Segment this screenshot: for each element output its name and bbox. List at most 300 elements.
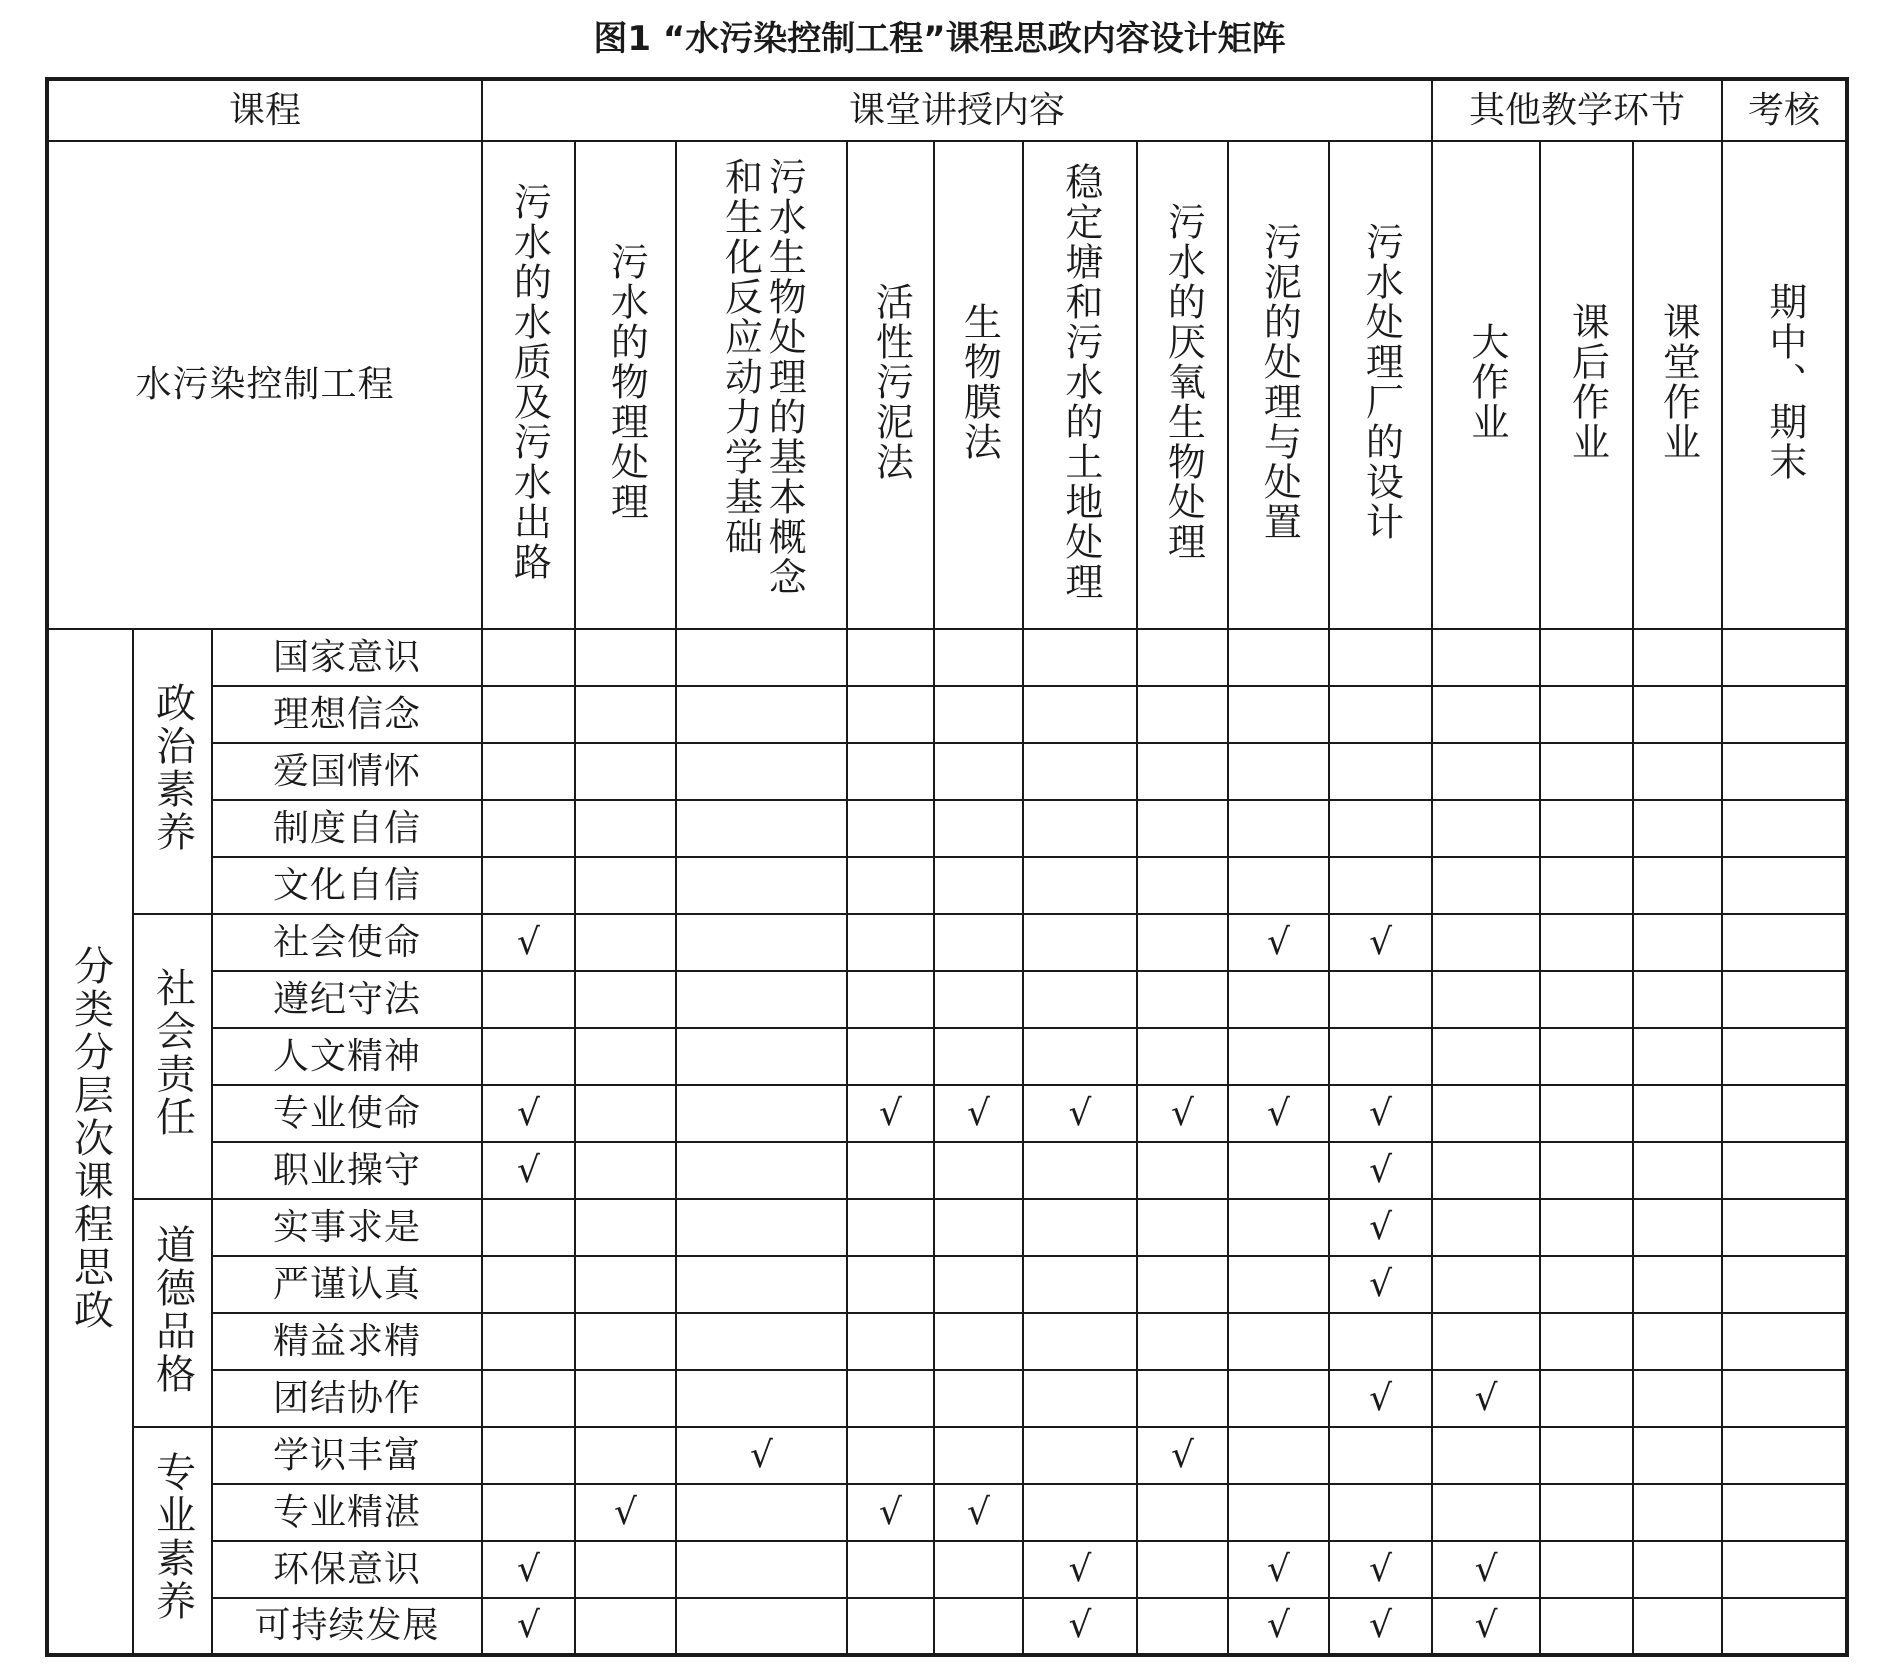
empty-cell [1329, 857, 1432, 914]
empty-cell [847, 1256, 934, 1313]
empty-cell [482, 743, 575, 800]
group-header [133, 629, 212, 914]
empty-cell [1540, 1541, 1633, 1598]
empty-cell [1633, 1313, 1722, 1370]
empty-cell [1228, 1484, 1329, 1541]
empty-cell [1540, 1370, 1633, 1427]
column-header [482, 141, 575, 629]
empty-cell [1540, 914, 1633, 971]
column-header-label: 稳定塘和污水的土地处理 [1058, 161, 1103, 602]
empty-cell [1432, 1028, 1540, 1085]
check-mark-cell: √ [1432, 1541, 1540, 1598]
empty-cell [1329, 629, 1432, 686]
empty-cell [1023, 971, 1137, 1028]
table-row [47, 686, 1847, 743]
empty-cell [1137, 1256, 1228, 1313]
table-row [47, 857, 1847, 914]
empty-cell [1722, 1541, 1847, 1598]
empty-cell [1432, 1085, 1540, 1142]
empty-cell [934, 1427, 1023, 1484]
check-mark-cell: √ [1329, 1598, 1432, 1655]
empty-cell [1722, 800, 1847, 857]
empty-cell [1228, 1370, 1329, 1427]
empty-cell [1540, 1028, 1633, 1085]
empty-cell [934, 914, 1023, 971]
check-mark-cell: √ [482, 1085, 575, 1142]
check-mark-cell: √ [1228, 1598, 1329, 1655]
empty-cell [575, 1370, 676, 1427]
empty-cell [1722, 1313, 1847, 1370]
empty-cell [1540, 1484, 1633, 1541]
column-header-label: 活性污泥法 [869, 281, 914, 482]
table-row [47, 1541, 1847, 1598]
empty-cell [847, 1199, 934, 1256]
empty-cell [676, 857, 847, 914]
empty-cell [1023, 1484, 1137, 1541]
empty-cell [934, 1541, 1023, 1598]
check-mark-cell: √ [482, 1541, 575, 1598]
empty-cell [1540, 1598, 1633, 1655]
empty-cell [1540, 743, 1633, 800]
empty-cell [1329, 800, 1432, 857]
empty-cell [1633, 857, 1722, 914]
empty-cell [575, 1598, 676, 1655]
empty-cell [1023, 1313, 1137, 1370]
empty-cell [1633, 1085, 1722, 1142]
empty-cell [676, 1085, 847, 1142]
column-header [847, 141, 934, 629]
column-header-label: 污水的物理处理 [604, 241, 649, 522]
empty-cell [1722, 1142, 1847, 1199]
table-row [47, 1085, 1847, 1142]
empty-cell [1023, 1427, 1137, 1484]
empty-cell [1023, 1370, 1137, 1427]
row-label: 文化自信 [212, 857, 482, 914]
empty-cell [482, 686, 575, 743]
empty-cell [1540, 1085, 1633, 1142]
row-category-label: 分类分层次课程思政 [67, 944, 114, 1332]
empty-cell [676, 686, 847, 743]
row-label: 社会使命 [212, 914, 482, 971]
empty-cell [934, 1256, 1023, 1313]
row-label: 专业精湛 [212, 1484, 482, 1541]
empty-cell [1228, 1313, 1329, 1370]
empty-cell [1432, 1199, 1540, 1256]
empty-cell [1432, 1484, 1540, 1541]
empty-cell [1228, 1256, 1329, 1313]
table-row [47, 1028, 1847, 1085]
check-mark-cell: √ [1137, 1085, 1228, 1142]
empty-cell [847, 1028, 934, 1085]
empty-cell [1228, 800, 1329, 857]
empty-cell [575, 1199, 676, 1256]
check-mark-cell: √ [1329, 1370, 1432, 1427]
check-mark-cell: √ [1329, 914, 1432, 971]
empty-cell [1540, 1142, 1633, 1199]
column-header-label: 期中、期末 [1762, 281, 1807, 482]
empty-cell [1137, 1370, 1228, 1427]
column-header [1023, 141, 1137, 629]
empty-cell [482, 971, 575, 1028]
check-mark-cell: √ [482, 1598, 575, 1655]
empty-cell [1633, 1142, 1722, 1199]
empty-cell [847, 629, 934, 686]
empty-cell [1540, 686, 1633, 743]
empty-cell [575, 800, 676, 857]
row-label: 精益求精 [212, 1313, 482, 1370]
empty-cell [1329, 743, 1432, 800]
table-row [47, 1598, 1847, 1655]
empty-cell [676, 800, 847, 857]
empty-cell [676, 629, 847, 686]
check-mark-cell: √ [1329, 1541, 1432, 1598]
empty-cell [482, 1427, 575, 1484]
empty-cell [1633, 971, 1722, 1028]
empty-cell [1432, 857, 1540, 914]
assess-header: 考核 [1722, 79, 1847, 141]
course-header: 课程 [47, 79, 482, 141]
row-category-header [47, 629, 133, 1655]
course-name: 水污染控制工程 [47, 141, 482, 629]
empty-cell [575, 857, 676, 914]
empty-cell [482, 800, 575, 857]
empty-cell [1540, 1313, 1633, 1370]
table-row [47, 1370, 1847, 1427]
empty-cell [934, 743, 1023, 800]
check-mark-cell: √ [1432, 1370, 1540, 1427]
table-row [47, 1484, 1847, 1541]
row-label: 学识丰富 [212, 1427, 482, 1484]
empty-cell [847, 1541, 934, 1598]
empty-cell [1633, 800, 1722, 857]
empty-cell [847, 971, 934, 1028]
empty-cell [1540, 857, 1633, 914]
check-mark-cell: √ [1023, 1085, 1137, 1142]
table-row [47, 1313, 1847, 1370]
empty-cell [1137, 1484, 1228, 1541]
empty-cell [1540, 971, 1633, 1028]
empty-cell [847, 1427, 934, 1484]
empty-cell [1137, 1313, 1228, 1370]
column-header [1432, 141, 1540, 629]
empty-cell [1540, 1256, 1633, 1313]
other-header: 其他教学环节 [1432, 79, 1722, 141]
check-mark-cell: √ [1432, 1598, 1540, 1655]
empty-cell [1633, 914, 1722, 971]
empty-cell [847, 1313, 934, 1370]
empty-cell [1329, 1427, 1432, 1484]
empty-cell [676, 1370, 847, 1427]
empty-cell [1722, 857, 1847, 914]
row-label: 爱国情怀 [212, 743, 482, 800]
check-mark-cell: √ [1023, 1598, 1137, 1655]
empty-cell [676, 971, 847, 1028]
empty-cell [1432, 971, 1540, 1028]
empty-cell [847, 857, 934, 914]
empty-cell [1633, 1256, 1722, 1313]
check-mark-cell: √ [847, 1484, 934, 1541]
table-row [47, 743, 1847, 800]
empty-cell [1137, 971, 1228, 1028]
check-mark-cell: √ [1023, 1541, 1137, 1598]
empty-cell [482, 857, 575, 914]
empty-cell [575, 914, 676, 971]
empty-cell [1023, 743, 1137, 800]
empty-cell [1633, 743, 1722, 800]
group-header [133, 1199, 212, 1427]
empty-cell [676, 1313, 847, 1370]
column-header [676, 141, 847, 629]
empty-cell [934, 1313, 1023, 1370]
group-label: 专业素养 [149, 1451, 196, 1623]
empty-cell [1137, 1028, 1228, 1085]
table-row [47, 914, 1847, 971]
empty-cell [1023, 686, 1137, 743]
empty-cell [1432, 800, 1540, 857]
check-mark-cell: √ [482, 914, 575, 971]
column-header [934, 141, 1023, 629]
row-label: 理想信念 [212, 686, 482, 743]
column-header-label: 污水生物处理的基本概念和生化反应动力学基础 [718, 156, 807, 597]
empty-cell [575, 1313, 676, 1370]
empty-cell [1137, 629, 1228, 686]
check-mark-cell: √ [1137, 1427, 1228, 1484]
group-header [133, 1427, 212, 1655]
check-mark-cell: √ [1329, 1085, 1432, 1142]
empty-cell [1023, 800, 1137, 857]
empty-cell [1432, 1256, 1540, 1313]
empty-cell [1722, 629, 1847, 686]
table-row [47, 1142, 1847, 1199]
empty-cell [1228, 1427, 1329, 1484]
empty-cell [934, 1598, 1023, 1655]
header-row-columns [47, 141, 1847, 629]
empty-cell [482, 1199, 575, 1256]
table-row [47, 971, 1847, 1028]
row-label: 职业操守 [212, 1142, 482, 1199]
check-mark-cell: √ [847, 1085, 934, 1142]
empty-cell [1329, 1484, 1432, 1541]
empty-cell [482, 1370, 575, 1427]
empty-cell [1228, 1142, 1329, 1199]
empty-cell [1722, 1028, 1847, 1085]
empty-cell [1023, 857, 1137, 914]
row-label: 严谨认真 [212, 1256, 482, 1313]
curriculum-matrix-table [45, 77, 1849, 1657]
empty-cell [1432, 914, 1540, 971]
empty-cell [676, 1484, 847, 1541]
group-label: 道德品格 [149, 1223, 196, 1396]
empty-cell [575, 686, 676, 743]
column-header-label: 生物膜法 [957, 301, 1002, 462]
empty-cell [1722, 971, 1847, 1028]
empty-cell [1722, 1484, 1847, 1541]
empty-cell [1540, 800, 1633, 857]
empty-cell [676, 1028, 847, 1085]
empty-cell [847, 1142, 934, 1199]
column-header [1540, 141, 1633, 629]
row-label: 人文精神 [212, 1028, 482, 1085]
column-header [1137, 141, 1228, 629]
empty-cell [934, 1370, 1023, 1427]
empty-cell [676, 1142, 847, 1199]
empty-cell [1137, 857, 1228, 914]
group-header [133, 914, 212, 1199]
row-label: 可持续发展 [212, 1598, 482, 1655]
empty-cell [1137, 1541, 1228, 1598]
check-mark-cell: √ [934, 1085, 1023, 1142]
empty-cell [482, 1313, 575, 1370]
empty-cell [1228, 1028, 1329, 1085]
row-label: 制度自信 [212, 800, 482, 857]
empty-cell [934, 1199, 1023, 1256]
empty-cell [1023, 1199, 1137, 1256]
empty-cell [1329, 1313, 1432, 1370]
empty-cell [934, 1142, 1023, 1199]
row-label: 遵纪守法 [212, 971, 482, 1028]
check-mark-cell: √ [1329, 1142, 1432, 1199]
empty-cell [575, 1427, 676, 1484]
empty-cell [1722, 1256, 1847, 1313]
empty-cell [847, 1370, 934, 1427]
empty-cell [575, 743, 676, 800]
empty-cell [1137, 1598, 1228, 1655]
empty-cell [1722, 1598, 1847, 1655]
empty-cell [676, 1199, 847, 1256]
empty-cell [1633, 1541, 1722, 1598]
column-header-label: 污泥的处理与处置 [1257, 221, 1302, 542]
column-header-label: 大作业 [1464, 321, 1509, 442]
table-row [47, 1427, 1847, 1484]
empty-cell [1137, 1199, 1228, 1256]
empty-cell [1633, 686, 1722, 743]
empty-cell [847, 914, 934, 971]
check-mark-cell: √ [575, 1484, 676, 1541]
empty-cell [575, 971, 676, 1028]
empty-cell [934, 800, 1023, 857]
column-header [1722, 141, 1847, 629]
empty-cell [1432, 1142, 1540, 1199]
empty-cell [934, 971, 1023, 1028]
empty-cell [1432, 1427, 1540, 1484]
empty-cell [934, 1028, 1023, 1085]
empty-cell [1633, 1484, 1722, 1541]
empty-cell [1329, 1028, 1432, 1085]
figure-caption: 图1 “水污染控制工程”课程思政内容设计矩阵 [593, 19, 1286, 59]
column-header [1633, 141, 1722, 629]
empty-cell [1329, 971, 1432, 1028]
empty-cell [1329, 686, 1432, 743]
empty-cell [1722, 686, 1847, 743]
row-label: 团结协作 [212, 1370, 482, 1427]
empty-cell [847, 1598, 934, 1655]
table-row [47, 800, 1847, 857]
empty-cell [847, 686, 934, 743]
empty-cell [575, 1541, 676, 1598]
empty-cell [1023, 1028, 1137, 1085]
empty-cell [1722, 1085, 1847, 1142]
empty-cell [1633, 1028, 1722, 1085]
table-row [47, 629, 1847, 686]
empty-cell [1633, 1199, 1722, 1256]
empty-cell [1228, 686, 1329, 743]
empty-cell [1540, 629, 1633, 686]
empty-cell [1432, 686, 1540, 743]
column-header [1329, 141, 1432, 629]
check-mark-cell: √ [1228, 914, 1329, 971]
empty-cell [1633, 1598, 1722, 1655]
empty-cell [1722, 1199, 1847, 1256]
empty-cell [934, 686, 1023, 743]
row-label: 环保意识 [212, 1541, 482, 1598]
row-label: 实事求是 [212, 1199, 482, 1256]
empty-cell [575, 1142, 676, 1199]
check-mark-cell: √ [1228, 1085, 1329, 1142]
empty-cell [1137, 743, 1228, 800]
empty-cell [1722, 914, 1847, 971]
column-header [575, 141, 676, 629]
empty-cell [1023, 914, 1137, 971]
empty-cell [482, 1484, 575, 1541]
empty-cell [934, 857, 1023, 914]
check-mark-cell: √ [482, 1142, 575, 1199]
empty-cell [575, 1028, 676, 1085]
check-mark-cell: √ [1329, 1256, 1432, 1313]
empty-cell [575, 1256, 676, 1313]
empty-cell [676, 743, 847, 800]
empty-cell [1023, 629, 1137, 686]
check-mark-cell: √ [1329, 1199, 1432, 1256]
empty-cell [1722, 1370, 1847, 1427]
table-row [47, 1256, 1847, 1313]
empty-cell [1137, 686, 1228, 743]
empty-cell [1137, 914, 1228, 971]
empty-cell [1228, 857, 1329, 914]
empty-cell [1722, 743, 1847, 800]
empty-cell [1540, 1199, 1633, 1256]
empty-cell [1432, 629, 1540, 686]
empty-cell [482, 629, 575, 686]
empty-cell [1023, 1256, 1137, 1313]
empty-cell [1228, 743, 1329, 800]
table-row [47, 1199, 1847, 1256]
empty-cell [482, 1028, 575, 1085]
row-label: 国家意识 [212, 629, 482, 686]
check-mark-cell: √ [934, 1484, 1023, 1541]
empty-cell [676, 1541, 847, 1598]
empty-cell [676, 1256, 847, 1313]
empty-cell [1432, 1313, 1540, 1370]
row-label: 专业使命 [212, 1085, 482, 1142]
header-row-top [47, 79, 1847, 141]
empty-cell [1722, 1427, 1847, 1484]
empty-cell [847, 800, 934, 857]
empty-cell [1633, 629, 1722, 686]
empty-cell [1137, 1142, 1228, 1199]
empty-cell [1540, 1427, 1633, 1484]
empty-cell [934, 629, 1023, 686]
column-header-label: 污水的水质及污水出路 [507, 181, 552, 582]
empty-cell [1432, 743, 1540, 800]
column-header-label: 课堂作业 [1656, 301, 1701, 462]
empty-cell [1633, 1370, 1722, 1427]
empty-cell [1137, 800, 1228, 857]
column-header [1228, 141, 1329, 629]
check-mark-cell: √ [1228, 1541, 1329, 1598]
empty-cell [482, 1256, 575, 1313]
column-header-label: 课后作业 [1565, 301, 1610, 462]
group-label: 政治素养 [149, 682, 196, 854]
